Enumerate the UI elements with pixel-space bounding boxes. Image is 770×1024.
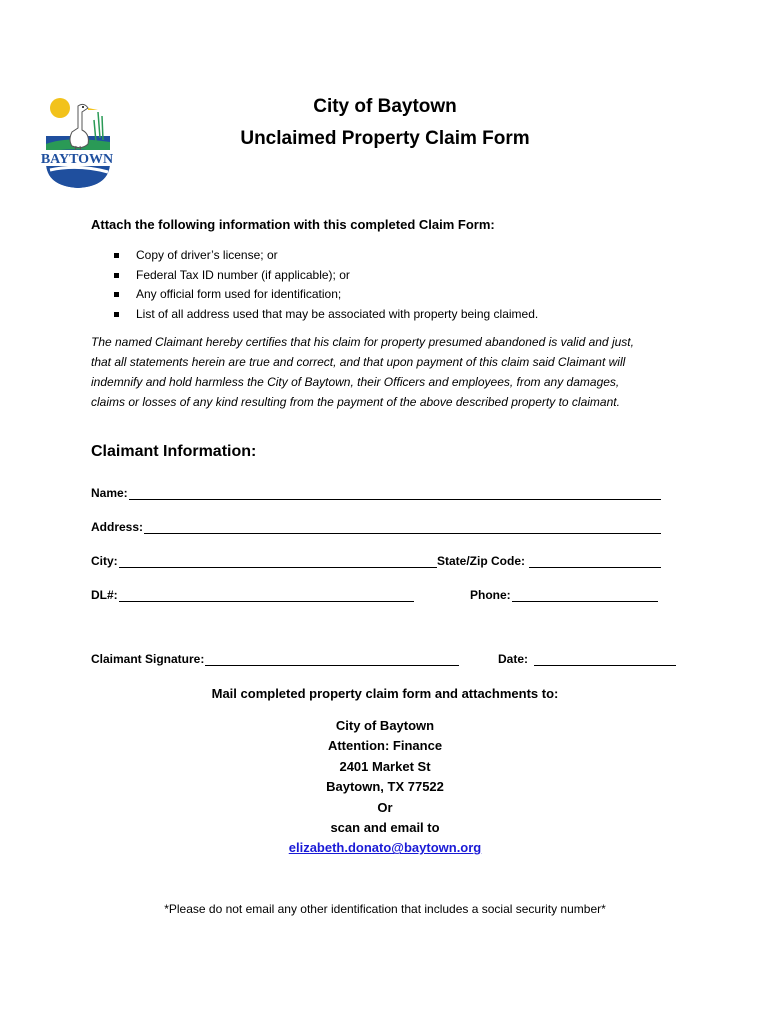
city-input-line[interactable] — [119, 553, 437, 568]
list-item: Any official form used for identification; — [110, 285, 538, 305]
mailing-heading: Mail completed property claim form and attachments to: — [211, 686, 559, 701]
dl-field[interactable] — [91, 584, 414, 602]
bullet-square-icon — [114, 312, 119, 317]
signature-label: Claimant Signature: — [91, 652, 205, 666]
bullet-square-icon — [114, 273, 119, 278]
address-label: Address: — [91, 520, 144, 534]
email-link[interactable]: elizabeth.donato@baytown.org — [288, 840, 482, 856]
logo-text: BAYTOWN — [40, 152, 114, 167]
mailing-address — [0, 716, 770, 859]
state-zip-label: State/Zip Code: — [437, 554, 526, 568]
address-line: Attention: Finance — [327, 738, 443, 754]
bullet-square-icon — [114, 292, 119, 297]
phone-label: Phone: — [470, 588, 511, 602]
list-item: Federal Tax ID number (if applicable); or — [110, 266, 538, 286]
certification-statement: The named Claimant hereby certifies that his claim for property presumed abandoned is valid and just, that all statements herein are true and correct, and that upon payment of this claim said Claimant will indemnify and hold harmless the City of Baytown, their Officers and employees, from any damages, claims or losses of any kind resulting from the payment of the above described property to claimant. — [91, 335, 634, 409]
dl-input-line[interactable] — [119, 587, 414, 602]
phone-input-line[interactable] — [512, 587, 658, 602]
date-field[interactable] — [498, 648, 676, 666]
dl-label: DL#: — [91, 588, 118, 602]
name-field[interactable] — [91, 482, 661, 500]
address-line: 2401 Market St — [339, 758, 431, 774]
footer-note: *Please do not email any other identification that includes a social security number* — [164, 902, 606, 916]
claimant-heading: Claimant Information: — [91, 443, 257, 460]
state-zip-input-line[interactable] — [529, 553, 661, 568]
name-input-line[interactable] — [129, 485, 661, 500]
page-title-line1: City of Baytown — [313, 96, 457, 117]
bullet-square-icon — [114, 253, 119, 258]
attachments-list — [110, 246, 538, 324]
attachments-heading: Attach the following information with this completed Claim Form: — [91, 217, 495, 232]
date-input-line[interactable] — [534, 651, 676, 666]
address-field[interactable] — [91, 516, 661, 534]
phone-field[interactable] — [470, 584, 658, 602]
city-field[interactable] — [91, 550, 437, 568]
signature-input-line[interactable] — [205, 651, 459, 666]
list-item: List of all address used that may be associated with property being claimed. — [110, 305, 538, 325]
address-line: Or — [377, 799, 393, 815]
page-title-line2: Unclaimed Property Claim Form — [240, 128, 530, 149]
address-line: Baytown, TX 77522 — [326, 779, 444, 795]
name-label: Name: — [91, 486, 128, 500]
state-zip-field[interactable] — [437, 550, 661, 568]
city-label: City: — [91, 554, 118, 568]
address-line: scan and email to — [330, 820, 440, 836]
date-label: Date: — [498, 652, 529, 666]
address-line: City of Baytown — [335, 718, 435, 733]
signature-field[interactable] — [91, 648, 459, 666]
address-input-line[interactable] — [144, 519, 661, 534]
list-item: Copy of driver’s license; or — [110, 246, 538, 266]
